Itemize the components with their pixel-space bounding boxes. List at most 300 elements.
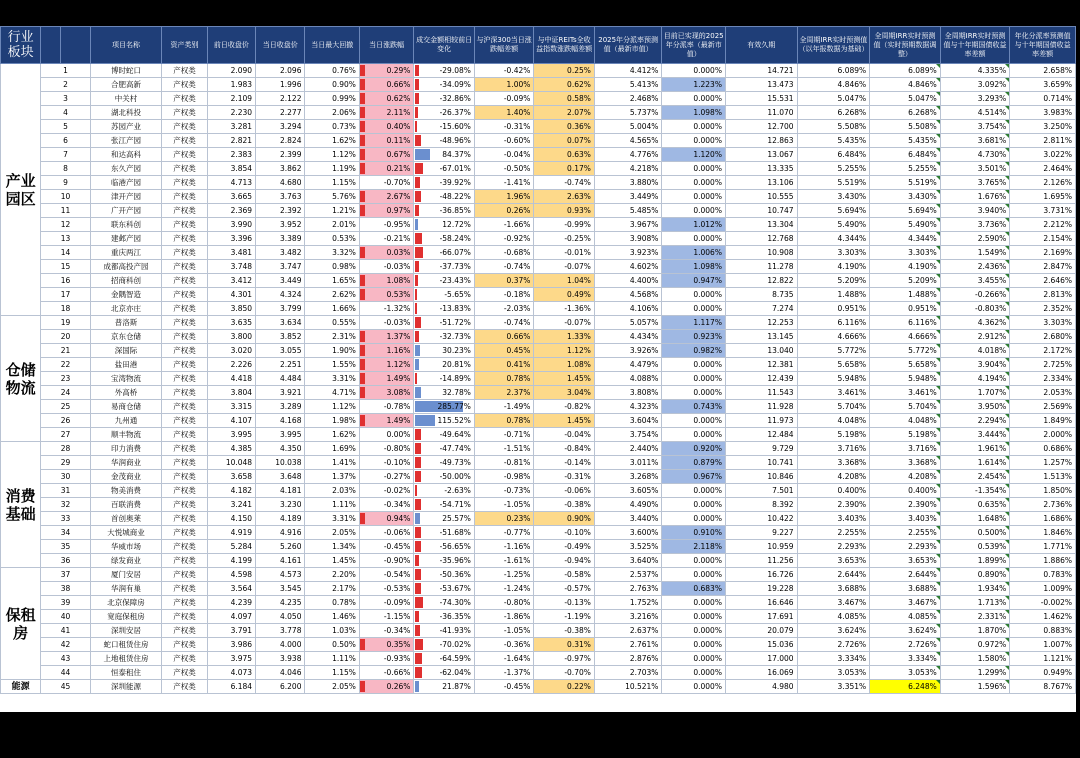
cell-dist-forecast[interactable]: 5.413%: [594, 78, 662, 92]
cell-dist-spread[interactable]: 2.334%: [1010, 372, 1076, 386]
cell-dist-forecast[interactable]: 3.604%: [594, 414, 662, 428]
cell-vs-hs300[interactable]: -1.16%: [474, 540, 533, 554]
cell-turnover-change[interactable]: [414, 92, 475, 106]
cell-project-name[interactable]: 深圳能源: [90, 680, 162, 694]
cell-project-name[interactable]: 蛇口租赁住房: [90, 638, 162, 652]
cell-vs-reits-index[interactable]: 1.04%: [534, 274, 595, 288]
cell-dist-forecast[interactable]: 3.640%: [594, 554, 662, 568]
cell-irr-spread[interactable]: 0.972%: [940, 638, 1010, 652]
cell-max-drawdown[interactable]: 2.06%: [305, 106, 359, 120]
cell-project-name[interactable]: 成都高投产园: [90, 260, 162, 274]
cell-close[interactable]: 4.324: [256, 288, 305, 302]
cell-project-name[interactable]: 北京保障房: [90, 596, 162, 610]
cell-project-name[interactable]: 首创奥莱: [90, 512, 162, 526]
cell-vs-reits-index[interactable]: 0.36%: [534, 120, 595, 134]
cell-turnover-change[interactable]: [414, 134, 475, 148]
cell-turnover-change[interactable]: [414, 204, 475, 218]
cell-close[interactable]: 3.862: [256, 162, 305, 176]
cell-vs-hs300[interactable]: -0.50%: [474, 162, 533, 176]
cell-irr-annual[interactable]: 2.644%: [797, 568, 870, 582]
cell-vs-hs300[interactable]: -0.77%: [474, 526, 533, 540]
cell-duration[interactable]: 11.256: [725, 554, 797, 568]
cell-vs-hs300[interactable]: -1.86%: [474, 610, 533, 624]
cell-irr-annual[interactable]: 5.435%: [797, 134, 870, 148]
cell-prev-close[interactable]: 4.150: [207, 512, 255, 526]
table-row[interactable]: [1, 582, 1076, 596]
cell-asset-class[interactable]: 产权类: [162, 554, 207, 568]
cell-max-drawdown[interactable]: 1.90%: [305, 344, 359, 358]
cell-vs-hs300[interactable]: -0.92%: [474, 232, 533, 246]
cell-irr-annual[interactable]: 5.255%: [797, 162, 870, 176]
cell-dist-spread[interactable]: 3.250%: [1010, 120, 1076, 134]
table-row[interactable]: [1, 302, 1076, 316]
cell-dist-spread[interactable]: -0.002%: [1010, 596, 1076, 610]
cell-duration[interactable]: 13.040: [725, 344, 797, 358]
cell-irr-realtime[interactable]: 2.293%: [870, 540, 941, 554]
cell-project-name[interactable]: 宝湾物流: [90, 372, 162, 386]
cell-duration[interactable]: 12.863: [725, 134, 797, 148]
cell-asset-class[interactable]: 产权类: [162, 470, 207, 484]
cell-dist-spread[interactable]: 2.352%: [1010, 302, 1076, 316]
cell-prev-close[interactable]: 3.850: [207, 302, 255, 316]
cell-dist-spread[interactable]: 3.731%: [1010, 204, 1076, 218]
cell-close[interactable]: 3.648: [256, 470, 305, 484]
cell-max-drawdown[interactable]: 1.12%: [305, 148, 359, 162]
cell-index[interactable]: 39: [41, 596, 90, 610]
cell-dist-realized[interactable]: 0.743%: [662, 400, 726, 414]
cell-irr-realtime[interactable]: 2.255%: [870, 526, 941, 540]
cell-dist-spread[interactable]: 1.686%: [1010, 512, 1076, 526]
cell-vs-reits-index[interactable]: 1.45%: [534, 372, 595, 386]
cell-duration[interactable]: 11.928: [725, 400, 797, 414]
table-row[interactable]: [1, 652, 1076, 666]
header-max-drawdown[interactable]: 当日最大回撤: [305, 27, 359, 64]
cell-dist-spread[interactable]: 1.462%: [1010, 610, 1076, 624]
cell-project-name[interactable]: 百联消费: [90, 498, 162, 512]
cell-change-pct[interactable]: [359, 190, 413, 204]
cell-dist-forecast[interactable]: 4.602%: [594, 260, 662, 274]
cell-index[interactable]: 33: [41, 512, 90, 526]
cell-vs-reits-index[interactable]: -0.99%: [534, 218, 595, 232]
cell-irr-spread[interactable]: 3.293%: [940, 92, 1010, 106]
cell-project-name[interactable]: 厦门安居: [90, 568, 162, 582]
cell-close[interactable]: 3.799: [256, 302, 305, 316]
cell-close[interactable]: 4.573: [256, 568, 305, 582]
cell-irr-spread[interactable]: 1.648%: [940, 512, 1010, 526]
cell-max-drawdown[interactable]: 1.37%: [305, 470, 359, 484]
cell-vs-hs300[interactable]: -0.80%: [474, 596, 533, 610]
cell-vs-hs300[interactable]: -0.81%: [474, 456, 533, 470]
cell-change-pct[interactable]: [359, 176, 413, 190]
cell-prev-close[interactable]: 3.315: [207, 400, 255, 414]
cell-duration[interactable]: 10.555: [725, 190, 797, 204]
cell-dist-realized[interactable]: 0.000%: [662, 176, 726, 190]
cell-irr-annual[interactable]: 3.403%: [797, 512, 870, 526]
cell-index[interactable]: 44: [41, 666, 90, 680]
cell-prev-close[interactable]: 4.713: [207, 176, 255, 190]
cell-dist-spread[interactable]: 2.680%: [1010, 330, 1076, 344]
header-2025-dist-forecast[interactable]: 2025年分派率预测值（最新市值）: [594, 27, 662, 64]
cell-dist-spread[interactable]: 2.569%: [1010, 400, 1076, 414]
cell-irr-spread[interactable]: 1.961%: [940, 442, 1010, 456]
cell-asset-class[interactable]: 产权类: [162, 274, 207, 288]
cell-dist-realized[interactable]: 0.000%: [662, 610, 726, 624]
cell-change-pct[interactable]: [359, 344, 413, 358]
cell-max-drawdown[interactable]: 5.76%: [305, 190, 359, 204]
header-irr-annual[interactable]: 全周期IRR实时预测值（以年报数据为基础）: [797, 27, 870, 64]
cell-asset-class[interactable]: 产权类: [162, 624, 207, 638]
table-row[interactable]: [1, 666, 1076, 680]
cell-max-drawdown[interactable]: 4.71%: [305, 386, 359, 400]
cell-dist-spread[interactable]: 8.767%: [1010, 680, 1076, 694]
table-row[interactable]: [1, 246, 1076, 260]
cell-close[interactable]: 6.200: [256, 680, 305, 694]
cell-change-pct[interactable]: [359, 400, 413, 414]
cell-close[interactable]: 3.055: [256, 344, 305, 358]
cell-irr-realtime[interactable]: 4.048%: [870, 414, 941, 428]
table-row[interactable]: [1, 260, 1076, 274]
cell-asset-class[interactable]: 产权类: [162, 596, 207, 610]
cell-irr-spread[interactable]: 3.092%: [940, 78, 1010, 92]
cell-vs-hs300[interactable]: -0.73%: [474, 484, 533, 498]
cell-max-drawdown[interactable]: 1.69%: [305, 442, 359, 456]
header-project-name[interactable]: 项目名称: [90, 27, 162, 64]
cell-irr-realtime[interactable]: 6.248%: [870, 680, 941, 694]
cell-dist-realized[interactable]: 0.000%: [662, 638, 726, 652]
cell-max-drawdown[interactable]: 1.66%: [305, 302, 359, 316]
cell-project-name[interactable]: 华润有巢: [90, 582, 162, 596]
cell-prev-close[interactable]: 3.804: [207, 386, 255, 400]
cell-project-name[interactable]: 广开产园: [90, 204, 162, 218]
cell-project-name[interactable]: 联东科创: [90, 218, 162, 232]
cell-close[interactable]: 3.230: [256, 498, 305, 512]
cell-vs-reits-index[interactable]: 0.49%: [534, 288, 595, 302]
cell-vs-hs300[interactable]: 0.37%: [474, 274, 533, 288]
cell-dist-forecast[interactable]: 4.218%: [594, 162, 662, 176]
cell-max-drawdown[interactable]: 1.45%: [305, 554, 359, 568]
cell-vs-reits-index[interactable]: -0.07%: [534, 260, 595, 274]
cell-dist-forecast[interactable]: 3.449%: [594, 190, 662, 204]
cell-irr-realtime[interactable]: 0.951%: [870, 302, 941, 316]
cell-max-drawdown[interactable]: 0.53%: [305, 232, 359, 246]
cell-irr-spread[interactable]: 1.299%: [940, 666, 1010, 680]
cell-dist-forecast[interactable]: 4.323%: [594, 400, 662, 414]
cell-dist-realized[interactable]: 0.920%: [662, 442, 726, 456]
cell-index[interactable]: 11: [41, 204, 90, 218]
cell-close[interactable]: 4.168: [256, 414, 305, 428]
cell-irr-annual[interactable]: 1.488%: [797, 288, 870, 302]
cell-change-pct[interactable]: [359, 652, 413, 666]
cell-change-pct[interactable]: [359, 92, 413, 106]
cell-max-drawdown[interactable]: 1.62%: [305, 134, 359, 148]
cell-asset-class[interactable]: 产权类: [162, 288, 207, 302]
table-row[interactable]: [1, 134, 1076, 148]
table-row[interactable]: [1, 218, 1076, 232]
cell-vs-reits-index[interactable]: 1.12%: [534, 344, 595, 358]
cell-dist-forecast[interactable]: 4.412%: [594, 64, 662, 78]
cell-dist-spread[interactable]: 3.659%: [1010, 78, 1076, 92]
cell-vs-hs300[interactable]: -1.41%: [474, 176, 533, 190]
cell-close[interactable]: 3.545: [256, 582, 305, 596]
cell-turnover-change[interactable]: [414, 428, 475, 442]
cell-asset-class[interactable]: 产权类: [162, 400, 207, 414]
cell-turnover-change[interactable]: [414, 470, 475, 484]
cell-project-name[interactable]: 普洛斯: [90, 316, 162, 330]
cell-vs-hs300[interactable]: -0.98%: [474, 470, 533, 484]
cell-irr-realtime[interactable]: 6.484%: [870, 148, 941, 162]
cell-index[interactable]: 17: [41, 288, 90, 302]
cell-turnover-change[interactable]: [414, 176, 475, 190]
cell-turnover-change[interactable]: [414, 246, 475, 260]
cell-dist-spread[interactable]: 2.811%: [1010, 134, 1076, 148]
cell-duration[interactable]: 10.747: [725, 204, 797, 218]
cell-asset-class[interactable]: 产权类: [162, 330, 207, 344]
cell-duration[interactable]: 16.726: [725, 568, 797, 582]
cell-irr-annual[interactable]: 3.624%: [797, 624, 870, 638]
cell-irr-realtime[interactable]: 3.624%: [870, 624, 941, 638]
cell-index[interactable]: 15: [41, 260, 90, 274]
cell-change-pct[interactable]: [359, 596, 413, 610]
cell-project-name[interactable]: 宽庭保租房: [90, 610, 162, 624]
table-row[interactable]: [1, 148, 1076, 162]
cell-duration[interactable]: 16.069: [725, 666, 797, 680]
table-row[interactable]: [1, 400, 1076, 414]
cell-irr-realtime[interactable]: 5.772%: [870, 344, 941, 358]
cell-close[interactable]: 4.916: [256, 526, 305, 540]
cell-index[interactable]: 23: [41, 372, 90, 386]
cell-duration[interactable]: 11.543: [725, 386, 797, 400]
cell-vs-reits-index[interactable]: 3.04%: [534, 386, 595, 400]
cell-index[interactable]: 38: [41, 582, 90, 596]
cell-close[interactable]: 3.921: [256, 386, 305, 400]
cell-dist-forecast[interactable]: 5.737%: [594, 106, 662, 120]
cell-irr-annual[interactable]: 5.198%: [797, 428, 870, 442]
cell-dist-forecast[interactable]: 5.057%: [594, 316, 662, 330]
cell-irr-annual[interactable]: 5.694%: [797, 204, 870, 218]
cell-irr-spread[interactable]: 3.950%: [940, 400, 1010, 414]
cell-index[interactable]: 18: [41, 302, 90, 316]
cell-irr-realtime[interactable]: 3.688%: [870, 582, 941, 596]
cell-irr-realtime[interactable]: 2.644%: [870, 568, 941, 582]
cell-turnover-change[interactable]: [414, 652, 475, 666]
cell-turnover-change[interactable]: [414, 64, 475, 78]
cell-asset-class[interactable]: 产权类: [162, 498, 207, 512]
cell-change-pct[interactable]: [359, 414, 413, 428]
cell-irr-spread[interactable]: -1.354%: [940, 484, 1010, 498]
cell-irr-realtime[interactable]: 4.190%: [870, 260, 941, 274]
cell-turnover-change[interactable]: [414, 540, 475, 554]
cell-turnover-change[interactable]: [414, 680, 475, 694]
header-duration[interactable]: 有效久期: [725, 27, 797, 64]
cell-irr-spread[interactable]: 4.018%: [940, 344, 1010, 358]
cell-vs-hs300[interactable]: -0.74%: [474, 316, 533, 330]
cell-vs-reits-index[interactable]: -0.49%: [534, 540, 595, 554]
table-row[interactable]: [1, 204, 1076, 218]
cell-irr-spread[interactable]: 4.730%: [940, 148, 1010, 162]
cell-irr-realtime[interactable]: 3.303%: [870, 246, 941, 260]
cell-irr-annual[interactable]: 3.334%: [797, 652, 870, 666]
cell-dist-spread[interactable]: 1.846%: [1010, 526, 1076, 540]
cell-prev-close[interactable]: 6.184: [207, 680, 255, 694]
cell-vs-hs300[interactable]: -0.36%: [474, 638, 533, 652]
cell-change-pct[interactable]: [359, 274, 413, 288]
cell-dist-realized[interactable]: 0.910%: [662, 526, 726, 540]
cell-prev-close[interactable]: 3.635: [207, 316, 255, 330]
cell-asset-class[interactable]: 产权类: [162, 526, 207, 540]
cell-irr-realtime[interactable]: 5.658%: [870, 358, 941, 372]
cell-duration[interactable]: 12.484: [725, 428, 797, 442]
table-row[interactable]: [1, 372, 1076, 386]
cell-irr-annual[interactable]: 5.948%: [797, 372, 870, 386]
cell-prev-close[interactable]: 4.182: [207, 484, 255, 498]
cell-project-name[interactable]: 临港产园: [90, 176, 162, 190]
cell-irr-annual[interactable]: 3.430%: [797, 190, 870, 204]
cell-irr-annual[interactable]: 3.467%: [797, 596, 870, 610]
cell-change-pct[interactable]: [359, 512, 413, 526]
cell-vs-hs300[interactable]: -1.51%: [474, 442, 533, 456]
table-row[interactable]: [1, 456, 1076, 470]
cell-dist-realized[interactable]: 0.000%: [662, 288, 726, 302]
cell-prev-close[interactable]: 4.199: [207, 554, 255, 568]
cell-vs-hs300[interactable]: -0.04%: [474, 148, 533, 162]
cell-index[interactable]: 42: [41, 638, 90, 652]
cell-irr-spread[interactable]: 1.676%: [940, 190, 1010, 204]
cell-dist-forecast[interactable]: 1.752%: [594, 596, 662, 610]
cell-change-pct[interactable]: [359, 484, 413, 498]
cell-duration[interactable]: 17.000: [725, 652, 797, 666]
cell-close[interactable]: 4.350: [256, 442, 305, 456]
cell-prev-close[interactable]: 2.109: [207, 92, 255, 106]
cell-vs-hs300[interactable]: 0.41%: [474, 358, 533, 372]
cell-index[interactable]: 5: [41, 120, 90, 134]
table-row[interactable]: [1, 540, 1076, 554]
cell-index[interactable]: 2: [41, 78, 90, 92]
cell-irr-spread[interactable]: 3.940%: [940, 204, 1010, 218]
cell-dist-realized[interactable]: 0.000%: [662, 204, 726, 218]
cell-asset-class[interactable]: 产权类: [162, 106, 207, 120]
cell-change-pct[interactable]: [359, 456, 413, 470]
cell-project-name[interactable]: 外高桥: [90, 386, 162, 400]
cell-irr-spread[interactable]: 3.455%: [940, 274, 1010, 288]
cell-dist-spread[interactable]: 1.849%: [1010, 414, 1076, 428]
cell-prev-close[interactable]: 4.239: [207, 596, 255, 610]
cell-irr-realtime[interactable]: 5.209%: [870, 274, 941, 288]
cell-irr-annual[interactable]: 2.255%: [797, 526, 870, 540]
cell-asset-class[interactable]: 产权类: [162, 582, 207, 596]
header-change-pct[interactable]: 当日涨跌幅: [359, 27, 413, 64]
cell-asset-class[interactable]: 产权类: [162, 190, 207, 204]
cell-irr-spread[interactable]: 4.362%: [940, 316, 1010, 330]
cell-irr-spread[interactable]: 2.294%: [940, 414, 1010, 428]
cell-index[interactable]: 30: [41, 470, 90, 484]
cell-turnover-change[interactable]: [414, 344, 475, 358]
cell-dist-realized[interactable]: 0.000%: [662, 554, 726, 568]
table-row[interactable]: [1, 120, 1076, 134]
cell-max-drawdown[interactable]: 1.11%: [305, 652, 359, 666]
cell-change-pct[interactable]: [359, 218, 413, 232]
cell-index[interactable]: 26: [41, 414, 90, 428]
cell-irr-spread[interactable]: 2.436%: [940, 260, 1010, 274]
cell-asset-class[interactable]: 产权类: [162, 680, 207, 694]
cell-vs-reits-index[interactable]: 1.08%: [534, 358, 595, 372]
cell-vs-hs300[interactable]: -0.45%: [474, 680, 533, 694]
cell-vs-reits-index[interactable]: 0.62%: [534, 78, 595, 92]
cell-turnover-change[interactable]: [414, 316, 475, 330]
cell-irr-annual[interactable]: 3.351%: [797, 680, 870, 694]
cell-turnover-change[interactable]: [414, 120, 475, 134]
cell-vs-hs300[interactable]: -0.18%: [474, 288, 533, 302]
cell-turnover-change[interactable]: [414, 288, 475, 302]
cell-vs-reits-index[interactable]: -0.01%: [534, 246, 595, 260]
cell-irr-realtime[interactable]: 6.089%: [870, 64, 941, 78]
cell-prev-close[interactable]: 2.383: [207, 148, 255, 162]
cell-prev-close[interactable]: 4.073: [207, 666, 255, 680]
cell-change-pct[interactable]: [359, 680, 413, 694]
table-row[interactable]: [1, 78, 1076, 92]
cell-index[interactable]: 35: [41, 540, 90, 554]
cell-irr-annual[interactable]: 4.048%: [797, 414, 870, 428]
cell-vs-reits-index[interactable]: -0.82%: [534, 400, 595, 414]
cell-dist-forecast[interactable]: 2.440%: [594, 442, 662, 456]
cell-max-drawdown[interactable]: 2.17%: [305, 582, 359, 596]
cell-vs-hs300[interactable]: -0.60%: [474, 134, 533, 148]
cell-max-drawdown[interactable]: 1.34%: [305, 540, 359, 554]
cell-index[interactable]: 7: [41, 148, 90, 162]
cell-vs-hs300[interactable]: 1.96%: [474, 190, 533, 204]
cell-prev-close[interactable]: 3.412: [207, 274, 255, 288]
cell-vs-hs300[interactable]: 1.00%: [474, 78, 533, 92]
cell-project-name[interactable]: 九州通: [90, 414, 162, 428]
cell-max-drawdown[interactable]: 2.05%: [305, 680, 359, 694]
cell-irr-realtime[interactable]: 3.430%: [870, 190, 941, 204]
cell-duration[interactable]: 19.228: [725, 582, 797, 596]
header-sector[interactable]: 行业板块: [1, 27, 41, 64]
cell-irr-annual[interactable]: 3.461%: [797, 386, 870, 400]
cell-dist-spread[interactable]: 0.783%: [1010, 568, 1076, 582]
cell-prev-close[interactable]: 3.564: [207, 582, 255, 596]
cell-asset-class[interactable]: 产权类: [162, 386, 207, 400]
cell-irr-realtime[interactable]: 5.519%: [870, 176, 941, 190]
cell-vs-reits-index[interactable]: 0.07%: [534, 134, 595, 148]
cell-duration[interactable]: 10.959: [725, 540, 797, 554]
cell-prev-close[interactable]: 3.748: [207, 260, 255, 274]
cell-irr-realtime[interactable]: 6.116%: [870, 316, 941, 330]
cell-asset-class[interactable]: 产权类: [162, 610, 207, 624]
cell-dist-forecast[interactable]: 4.565%: [594, 134, 662, 148]
cell-dist-spread[interactable]: 2.646%: [1010, 274, 1076, 288]
cell-vs-hs300[interactable]: 0.26%: [474, 204, 533, 218]
cell-duration[interactable]: 13.473: [725, 78, 797, 92]
cell-vs-reits-index[interactable]: -0.57%: [534, 582, 595, 596]
cell-max-drawdown[interactable]: 2.62%: [305, 288, 359, 302]
cell-asset-class[interactable]: 产权类: [162, 302, 207, 316]
table-row[interactable]: [1, 344, 1076, 358]
cell-asset-class[interactable]: 产权类: [162, 148, 207, 162]
cell-max-drawdown[interactable]: 1.62%: [305, 428, 359, 442]
cell-prev-close[interactable]: 4.097: [207, 610, 255, 624]
cell-irr-spread[interactable]: 1.614%: [940, 456, 1010, 470]
cell-close[interactable]: 4.046: [256, 666, 305, 680]
cell-dist-forecast[interactable]: 4.568%: [594, 288, 662, 302]
table-row[interactable]: [1, 330, 1076, 344]
cell-change-pct[interactable]: [359, 260, 413, 274]
cell-irr-realtime[interactable]: 3.368%: [870, 456, 941, 470]
cell-vs-hs300[interactable]: -1.25%: [474, 568, 533, 582]
cell-irr-spread[interactable]: 1.713%: [940, 596, 1010, 610]
cell-dist-forecast[interactable]: 5.485%: [594, 204, 662, 218]
cell-change-pct[interactable]: [359, 288, 413, 302]
cell-prev-close[interactable]: 4.418: [207, 372, 255, 386]
